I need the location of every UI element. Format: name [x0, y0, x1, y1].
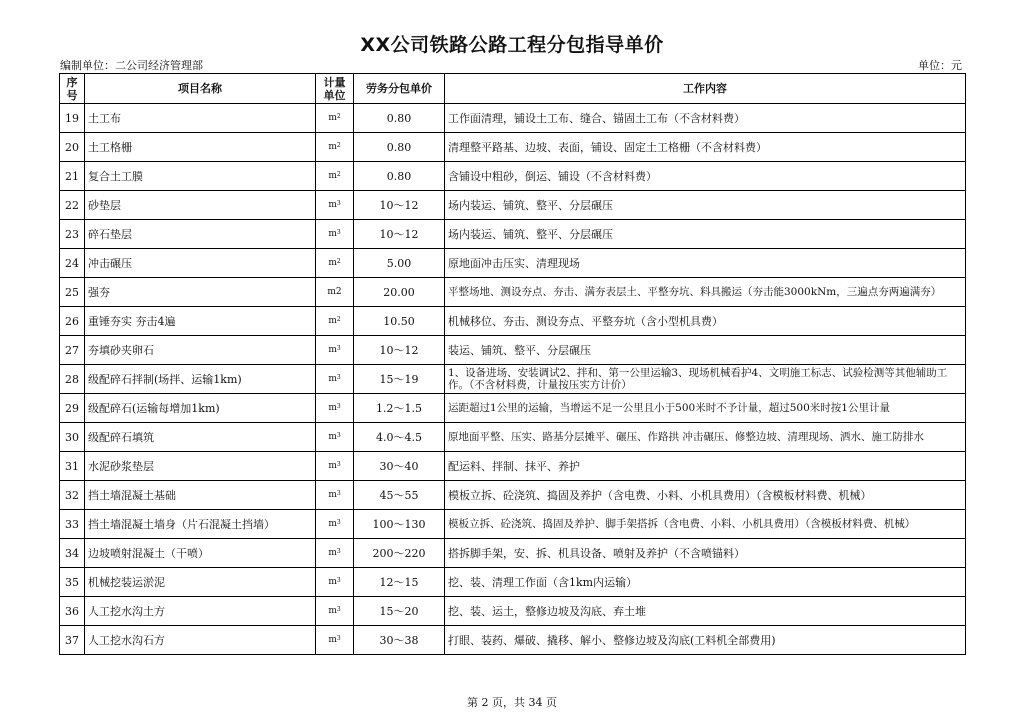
unit-exponent: 2: [336, 112, 341, 120]
unit-exponent: 3: [336, 605, 341, 613]
unit-exponent: 2: [336, 257, 341, 265]
unit-base: m: [328, 489, 337, 500]
unit-price: 4.0～4.5: [354, 423, 445, 452]
row-number: 30: [60, 423, 85, 452]
unit-base: m: [328, 460, 337, 471]
work-content: 场内装运、铺筑、整平、分层碾压: [445, 220, 966, 249]
item-name: 强夯: [85, 278, 316, 307]
work-content: 含铺设中粗砂，倒运、铺设（不含材料费）: [445, 162, 966, 191]
unit-exponent: 3: [336, 489, 341, 497]
unit-price: 10～12: [354, 191, 445, 220]
header-price: 劳务分包单价: [354, 74, 445, 104]
table-row: [60, 481, 966, 510]
item-name: 夯填砂夹卵石: [85, 336, 316, 365]
work-content: 模板立拆、砼浇筑、捣固及养护、脚手架搭拆（含电费、小料、小机具费用）（含模板材料费、机械）: [445, 510, 966, 539]
unit-base: m: [328, 431, 337, 442]
work-content: 平整场地、测设夯点、夯击、满夯表层土、平整夯坑、料具搬运（夯击能3000kNm，三遍点夯两遍满夯）: [445, 278, 966, 307]
row-number: 22: [60, 191, 85, 220]
measure-unit: [316, 452, 354, 481]
table-row: [60, 452, 966, 481]
item-name: 挡土墙混凝土墙身（片石混凝土挡墙）: [85, 510, 316, 539]
row-number: 28: [60, 365, 85, 394]
work-content: 原地面平整、压实、路基分层摊平、碾压、作路拱 冲击碾压、修整边坡、清理现场、洒水、施工防排水: [445, 423, 966, 452]
item-name: 砂垫层: [85, 191, 316, 220]
row-number: 19: [60, 104, 85, 133]
table-header-row: [60, 74, 966, 104]
measure-unit: [316, 597, 354, 626]
measure-unit: [316, 220, 354, 249]
row-number: 26: [60, 307, 85, 336]
table-row: [60, 307, 966, 336]
measure-unit: [316, 365, 354, 394]
item-name: 人工挖水沟石方: [85, 626, 316, 655]
unit-price: 10～12: [354, 336, 445, 365]
work-content: 机械移位、夯击、测设夯点、平整夯坑（含小型机具费）: [445, 307, 966, 336]
page-footer: 第 2 页，共 34 页: [467, 696, 557, 709]
unit-base: m: [328, 112, 337, 123]
document-title: XX公司铁路公路工程分包指导单价: [360, 34, 664, 56]
unit-base: m: [328, 576, 337, 587]
table-row: [60, 539, 966, 568]
measure-unit: [316, 510, 354, 539]
unit-exponent: 3: [336, 344, 341, 352]
measure-unit: [316, 307, 354, 336]
unit-price: 5.00: [354, 249, 445, 278]
unit-price: 20.00: [354, 278, 445, 307]
unit-base: m: [328, 373, 337, 384]
unit-price: 30～40: [354, 452, 445, 481]
unit-price: 12～15: [354, 568, 445, 597]
work-content: 装运、铺筑、整平、分层碾压: [445, 336, 966, 365]
unit-exponent: 3: [336, 373, 341, 381]
measure-unit: [316, 104, 354, 133]
unit-price: 0.80: [354, 104, 445, 133]
measure-unit: [316, 162, 354, 191]
unit-exponent: 3: [336, 460, 341, 468]
work-content: 原地面冲击压实、清理现场: [445, 249, 966, 278]
table-row: [60, 104, 966, 133]
row-number: 37: [60, 626, 85, 655]
unit-base: m: [328, 634, 337, 645]
item-name: 土工布: [85, 104, 316, 133]
header-work: 工作内容: [445, 74, 966, 104]
measure-unit: [316, 133, 354, 162]
work-content: 场内装运、铺筑、整平、分层碾压: [445, 191, 966, 220]
work-content: 1、设备进场、安装调试2、拌和、第一公里运输3、现场机械看护4、文明施工标志、试验检测等其他辅助工作。（不含材料费，计量按压实方计价）: [445, 365, 966, 394]
row-number: 33: [60, 510, 85, 539]
unit-exponent: 2: [336, 170, 341, 178]
table-row: [60, 394, 966, 423]
row-number: 20: [60, 133, 85, 162]
table-row: [60, 220, 966, 249]
price-table: [59, 73, 966, 655]
unit-price: 200～220: [354, 539, 445, 568]
table-row: [60, 626, 966, 655]
header-unit: 计量 单位: [316, 74, 354, 104]
unit-base: m: [328, 170, 337, 181]
item-name: 水泥砂浆垫层: [85, 452, 316, 481]
unit-exponent: 3: [336, 576, 341, 584]
measure-unit: [316, 249, 354, 278]
item-name: 级配碎石拌制(场拌、运输1km): [85, 365, 316, 394]
header-name: 项目名称: [85, 74, 316, 104]
currency-unit-label: 单位：元: [918, 59, 962, 72]
item-name: 复合土工膜: [85, 162, 316, 191]
item-name: 级配碎石填筑: [85, 423, 316, 452]
unit-exponent: 3: [336, 547, 341, 555]
row-number: 23: [60, 220, 85, 249]
table-row: [60, 278, 966, 307]
unit-price: 45～55: [354, 481, 445, 510]
unit-base: m: [328, 344, 337, 355]
work-content: 运距超过1公里的运输，当增运不足一公里且小于500米时不予计量，超过500米时按1公里计量: [445, 394, 966, 423]
work-content: 配运料、拌制、抹平、养护: [445, 452, 966, 481]
table-row: [60, 336, 966, 365]
work-content: 模板立拆、砼浇筑、捣固及养护（含电费、小料、小机具费用）（含模板材料费、机械）: [445, 481, 966, 510]
item-name: 重锤夯实 夯击4遍: [85, 307, 316, 336]
table-row: [60, 568, 966, 597]
unit-base: m: [328, 228, 337, 239]
measure-unit: [316, 626, 354, 655]
row-number: 35: [60, 568, 85, 597]
unit-base: m: [328, 402, 337, 413]
table-row: [60, 191, 966, 220]
unit-exponent: 2: [336, 141, 341, 149]
item-name: 土工格栅: [85, 133, 316, 162]
row-number: 32: [60, 481, 85, 510]
unit-base: m: [328, 199, 337, 210]
row-number: 27: [60, 336, 85, 365]
row-number: 21: [60, 162, 85, 191]
unit-price: 100～130: [354, 510, 445, 539]
unit-exponent: 3: [336, 199, 341, 207]
table-row: [60, 597, 966, 626]
unit-base: m2: [327, 286, 342, 297]
unit-exponent: 3: [336, 228, 341, 236]
unit-price: 0.80: [354, 133, 445, 162]
measure-unit: [316, 336, 354, 365]
unit-exponent: 3: [336, 402, 341, 410]
work-content: 工作面清理，铺设土工布、缝合、锚固土工布（不含材料费）: [445, 104, 966, 133]
unit-base: m: [328, 547, 337, 558]
measure-unit: [316, 423, 354, 452]
unit-exponent: 3: [336, 634, 341, 642]
measure-unit: [316, 539, 354, 568]
measure-unit: [316, 481, 354, 510]
measure-unit: [316, 568, 354, 597]
item-name: 人工挖水沟土方: [85, 597, 316, 626]
unit-price: 10～12: [354, 220, 445, 249]
unit-price: 1.2～1.5: [354, 394, 445, 423]
table-row: [60, 510, 966, 539]
unit-price: 15～19: [354, 365, 445, 394]
measure-unit: [316, 394, 354, 423]
table-row: [60, 423, 966, 452]
unit-price: 10.50: [354, 307, 445, 336]
unit-price: 0.80: [354, 162, 445, 191]
work-content: 挖、装、运土，整修边坡及沟底、弃土堆: [445, 597, 966, 626]
work-content: 清理整平路基、边坡、表面，铺设、固定土工格栅（不含材料费）: [445, 133, 966, 162]
unit-price: 30～38: [354, 626, 445, 655]
unit-price: 15～20: [354, 597, 445, 626]
row-number: 36: [60, 597, 85, 626]
item-name: 碎石垫层: [85, 220, 316, 249]
item-name: 挡土墙混凝土基础: [85, 481, 316, 510]
unit-base: m: [328, 257, 337, 268]
table-row: [60, 365, 966, 394]
item-name: 级配碎石(运输每增加1km): [85, 394, 316, 423]
work-content: 搭拆脚手架，安、拆、机具设备、喷射及养护（不含喷锚料）: [445, 539, 966, 568]
row-number: 29: [60, 394, 85, 423]
item-name: 机械挖装运淤泥: [85, 568, 316, 597]
row-number: 24: [60, 249, 85, 278]
header-no: 序 号: [60, 74, 85, 104]
item-name: 冲击碾压: [85, 249, 316, 278]
compiler-label: 编制单位：二公司经济管理部: [60, 59, 203, 72]
work-content: 打眼、装药、爆破、撬移、解小、整修边坡及沟底(工料机全部费用): [445, 626, 966, 655]
unit-base: m: [328, 141, 337, 152]
measure-unit: [316, 191, 354, 220]
row-number: 34: [60, 539, 85, 568]
unit-exponent: 2: [336, 315, 341, 323]
item-name: 边坡喷射混凝土（干喷）: [85, 539, 316, 568]
row-number: 25: [60, 278, 85, 307]
work-content: 挖、装、清理工作面（含1km内运输）: [445, 568, 966, 597]
table-row: [60, 162, 966, 191]
row-number: 31: [60, 452, 85, 481]
unit-base: m: [328, 315, 337, 326]
table-row: [60, 249, 966, 278]
table-row: [60, 133, 966, 162]
unit-base: m: [328, 518, 337, 529]
unit-base: m: [328, 605, 337, 616]
unit-exponent: 3: [336, 431, 341, 439]
measure-unit: [316, 278, 354, 307]
unit-exponent: 3: [336, 518, 341, 526]
